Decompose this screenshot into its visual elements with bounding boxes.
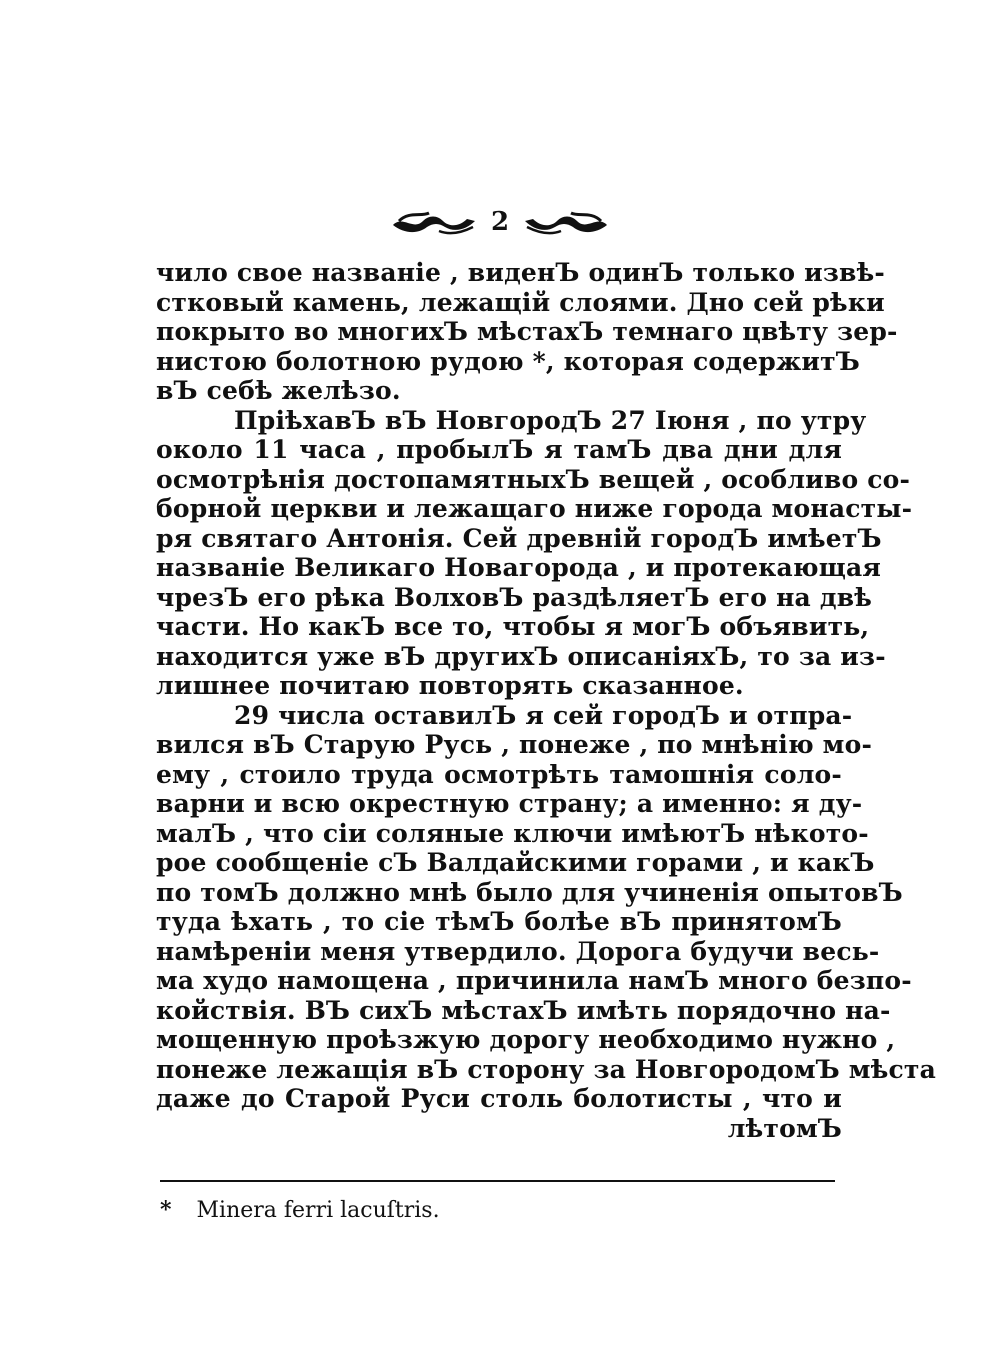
text-line: названіе Великаго Новагорода , и протекающая <box>156 553 882 582</box>
text-line: варни и всю окрестную страну; а именно: я ду- <box>156 789 863 818</box>
text-line: находится уже вЪ другихЪ описаніяхЪ, то за из- <box>156 641 886 671</box>
body-text <box>156 258 937 1143</box>
footnote-divider <box>160 1180 835 1182</box>
text-line: чило свое названіе , виденЪ одинЪ только извѣ- <box>156 258 885 287</box>
text-line: туда ѣхать , то сіе тѣмЪ болѣе вЪ принятомЪ <box>156 907 842 936</box>
text-line: койствія. ВЪ сихЪ мѣстахЪ имѣть порядочно на- <box>156 995 891 1025</box>
catchword: лѣтомЪ <box>727 1113 842 1143</box>
text-line: нистою болотною рудою *, которая содержитЪ <box>156 346 860 376</box>
ornament-right-icon <box>521 209 611 235</box>
text-line: ма худо намощена , причинила намЪ много безпо- <box>156 966 912 995</box>
text-line: вЪ себѣ желѣзо. <box>156 376 401 405</box>
text-line: части. Но какЪ все то, чтобы я могЪ объявить, <box>156 612 870 641</box>
footnote <box>160 1196 440 1225</box>
text-line: понеже лежащія вЪ сторону за НовгородомЪ мѣста <box>156 1054 937 1084</box>
text-line: лишнее почитаю повторять сказанное. <box>156 671 744 700</box>
text-line: намѣреніи меня утвердило. Дорога будучи весь- <box>156 936 880 966</box>
text-line: даже до Старой Руси столь болотисты , что и <box>156 1084 842 1113</box>
text-line: мощенную проѣзжую дорогу необходимо нужно , <box>156 1025 896 1054</box>
text-line: 29 числа оставилЪ я сей городЪ и отпра- <box>234 700 853 730</box>
text-line: осмотрѣнія достопамятныхЪ вещей , особливо со- <box>156 464 911 494</box>
text-line: вился вЪ Старую Русь , понеже , по мнѣнію мо- <box>156 730 873 759</box>
footnote-text: Minera ferri lacuſtris. <box>196 1198 440 1223</box>
text-line: около 11 часа , пробылЪ я тамЪ два дни для <box>156 435 842 464</box>
text-line: малЪ , что сіи соляные ключи имѣютЪ нѣкото- <box>156 818 869 848</box>
text-line: ПріѣхавЪ вЪ НовгородЪ 27 Іюня , по утру <box>234 405 867 435</box>
text-line: ря святаго Антонія. Сей древній городЪ имѣетЪ <box>156 523 882 553</box>
text-line: по томЪ должно мнѣ было для учиненія опытовЪ <box>156 877 903 907</box>
ornament-left-icon <box>389 209 479 235</box>
text-line: ему , стоило труда осмотрѣть тамошнія соло- <box>156 759 842 789</box>
page-header <box>0 200 1000 244</box>
page-number: 2 <box>490 207 510 237</box>
text-line: чрезЪ его рѣка ВолховЪ раздѣляетЪ его на двѣ <box>156 582 873 612</box>
text-line: покрыто во многихЪ мѣстахЪ темнаго цвѣту зер- <box>156 317 898 346</box>
text-line: борной церкви и лежащаго ниже города монасты- <box>156 494 913 523</box>
text-line: рое сообщеніе сЪ Валдайскими горами , и какЪ <box>156 848 875 877</box>
footnote-marker: * <box>160 1197 172 1223</box>
text-line: стковый камень, лежащій слоями. Дно сей рѣки <box>156 287 885 317</box>
